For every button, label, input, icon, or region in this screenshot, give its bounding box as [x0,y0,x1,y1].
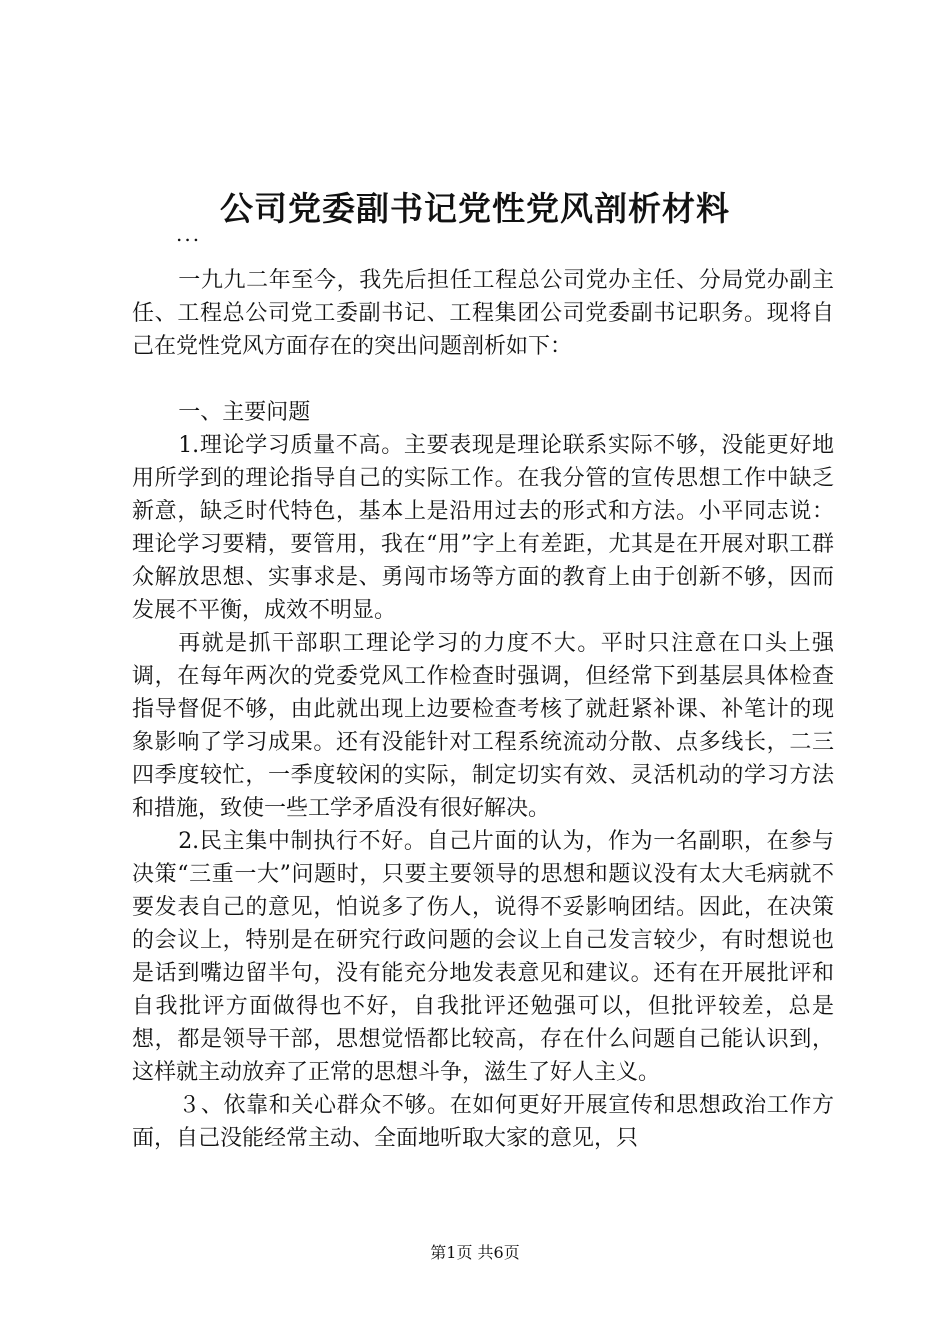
ellipsis-marker: ... [176,222,202,246]
paragraph-issue-1-continued: 再就是抓干部职工理论学习的力度不大。平时只注意在口头上强调，在每年两次的党委党风工作检查时强调，但经常下到基层具体检查指导督促不够，由此就出现上边要检查考核了就赶紧补课、补笔计的现象影响了学习成果。还有没能针对工程系统流动分散、点多线长，二三四季度较忙，一季度较闲的实际，制定切实有效、灵活机动的学习方法和措施，致使一些工学矛盾没有很好解决。 [132,631,834,821]
section-heading-main-issues: 一、主要问题 [178,400,311,425]
document-title: 公司党委副书记党性党风剖析材料 [220,189,730,228]
paragraph-issue-2: 2.民主集中制执行不好。自己片面的认为，作为一名副职，在参与决策“三重一大”问题时，只要主要领导的思想和题议没有太大毛病就不要发表自己的意见，怕说多了伤人，说得不妥影响团结。因此，在决策的会议上，特别是在研究行政问题的会议上自己发言较少，有时想说也是话到嘴边留半句，没有能充分地发表意见和建议。还有在开展批评和自我批评方面做得也不好，自我批评还勉强可以，但批评较差，总是想，都是领导干部，思想觉悟都比较高，存在什么问题自己能认识到，这样就主动放弃了正常的思想斗争，滋生了好人主义。 [132,829,834,1085]
paragraph-issue-3: ３、依靠和关心群众不够。在如何更好开展宣传和思想政治工作方面，自己没能经常主动、全面地听取大家的意见，只 [132,1093,834,1151]
document-body [132,264,834,1155]
paragraph-issue-1: 1.理论学习质量不高。主要表现是理论联系实际不够，没能更好地用所学到的理论指导自己的实际工作。在我分管的宣传思想工作中缺乏新意，缺乏时代特色，基本上是沿用过去的形式和方法。小平同志说：理论学习要精，要管用，我在“用”字上有差距，尤其是在开展对职工群众解放思想、实事求是、勇闯市场等方面的教育上由于创新不够，因而发展不平衡，成效不明显。 [132,433,834,623]
page-footer: 第1页 共6页 [430,1243,520,1262]
paragraph-intro: 一九九二年至今，我先后担任工程总公司党办主任、分局党办副主任、工程总公司党工委副书记、工程集团公司党委副书记职务。现将自己在党性党风方面存在的突出问题剖析如下： [132,268,834,359]
